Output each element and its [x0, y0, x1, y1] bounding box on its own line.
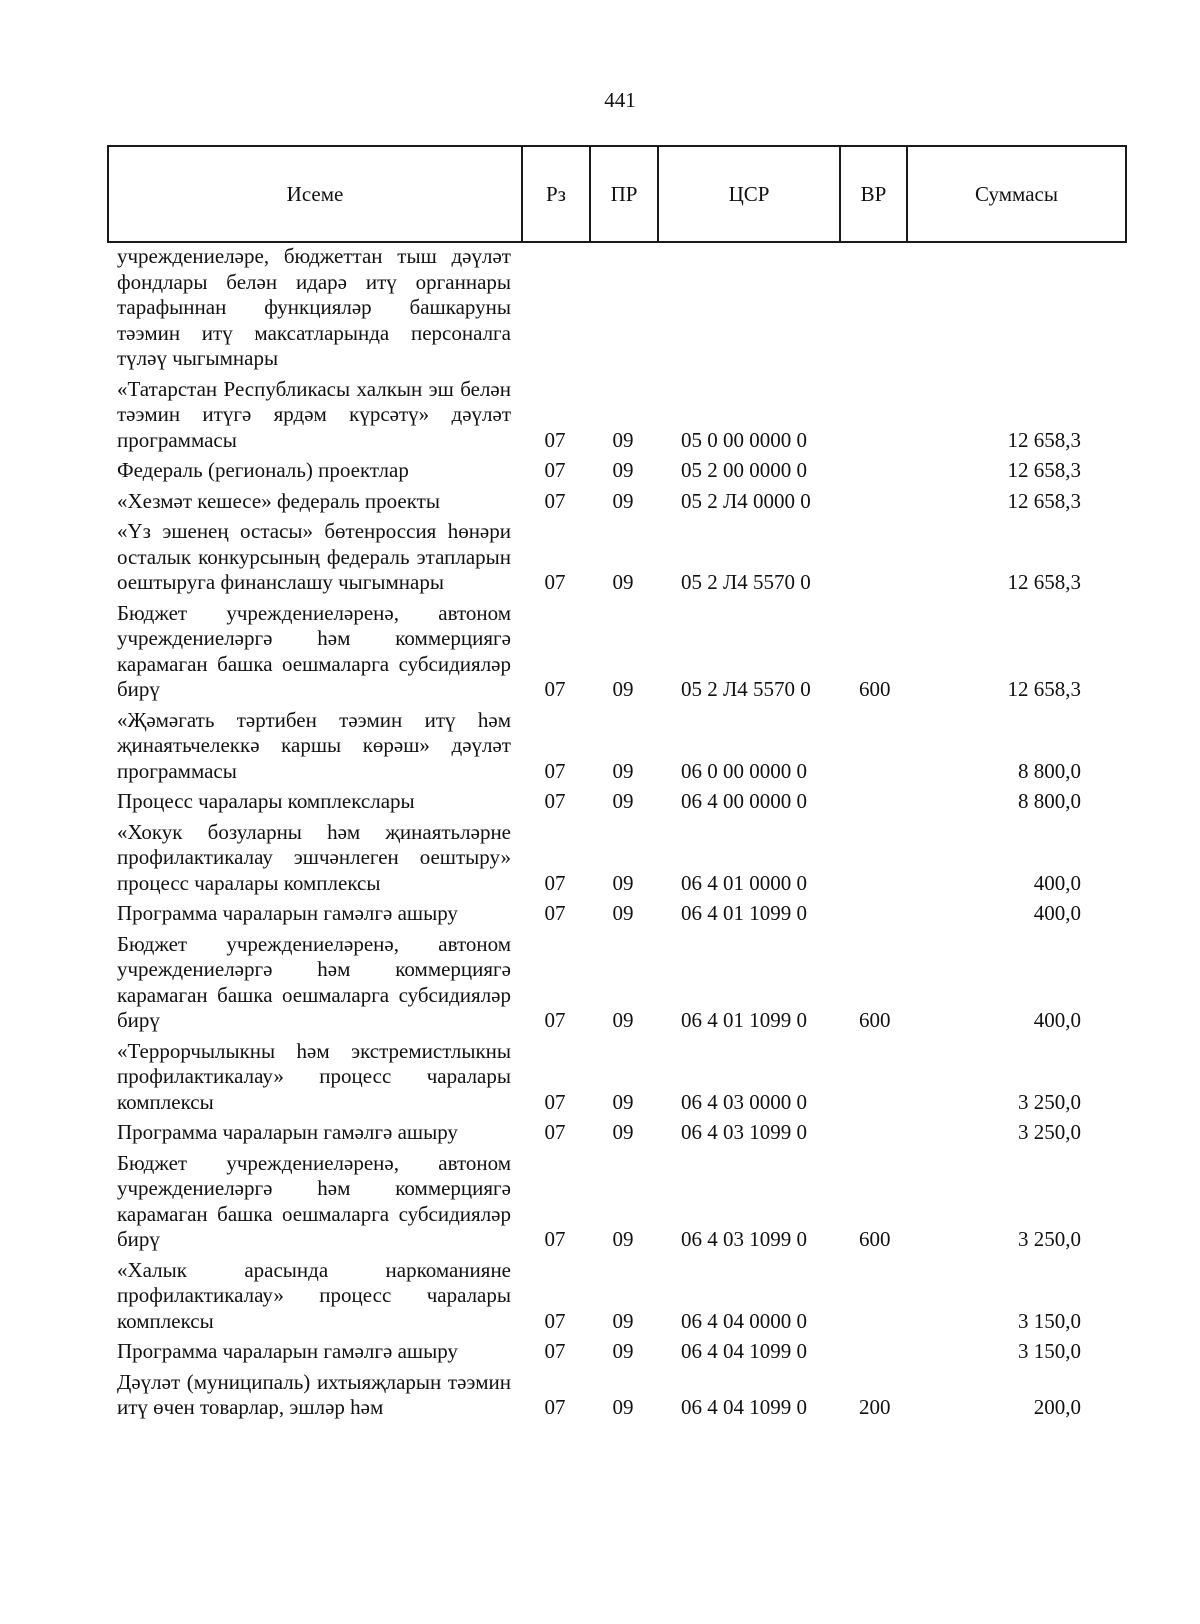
table-header — [107, 145, 1127, 243]
cell-vr — [839, 820, 906, 902]
cell-pr: 09 — [612, 570, 634, 594]
cell-rz: 07 — [544, 870, 566, 895]
cell-sum: 400,0 — [1033, 1008, 1081, 1032]
cell-csr: 06 4 01 1099 0 — [681, 901, 807, 925]
cell-csr: 06 4 03 1099 0 — [681, 1227, 807, 1251]
cell-csr: 05 2 Л4 5570 0 — [681, 570, 811, 594]
cell-name: «Террорчылыкны һәм экстремистлыкны профилактикалау» процесс чаралары комплексы — [117, 1038, 511, 1114]
table-row — [107, 458, 1125, 489]
header-rz: Рз — [522, 146, 590, 242]
cell-rz: 07 — [544, 488, 566, 513]
cell-pr: 09 — [612, 1089, 634, 1114]
cell-csr: 06 4 04 0000 0 — [681, 1308, 807, 1333]
cell-sum: 8 800,0 — [1018, 789, 1081, 813]
cell-pr: 09 — [612, 1395, 634, 1419]
table-row — [107, 1339, 1125, 1370]
cell-name: Процесс чаралары комплекслары — [117, 789, 415, 813]
cell-csr: 06 4 04 1099 0 — [681, 1339, 807, 1363]
table-row — [107, 377, 1125, 459]
cell-name: Бюджет учреждениеләренә, автоном учреждениеләргә һәм коммерциягә карамаган башка оешмаларга субсидияләр бирү — [117, 931, 511, 1032]
cell-sum: 3 250,0 — [1018, 1089, 1081, 1114]
cell-sum: 8 800,0 — [1018, 758, 1081, 783]
table-row — [107, 789, 1125, 820]
cell-sum: 3 250,0 — [1018, 1227, 1081, 1251]
cell-pr: 09 — [612, 1339, 634, 1363]
cell-vr: 600 — [859, 1008, 891, 1032]
cell-vr — [839, 901, 906, 932]
table-row — [107, 244, 1125, 377]
cell-sum: 12 658,3 — [1007, 427, 1081, 452]
cell-csr: 05 0 00 0000 0 — [681, 427, 807, 452]
header-vr: ВР — [840, 146, 907, 242]
cell-name: «Татарстан Республикасы халкын эш белән тәэмин итүгә ярдәм күрсәтү» дәүләт программасы — [117, 376, 511, 452]
cell-pr: 09 — [612, 427, 634, 452]
cell-vr: 200 — [859, 1395, 891, 1419]
cell-sum: 200,0 — [1033, 1395, 1081, 1419]
cell-sum: 400,0 — [1033, 901, 1081, 925]
cell-pr: 09 — [612, 1308, 634, 1333]
cell-rz: 07 — [544, 1008, 566, 1032]
table-row — [107, 820, 1125, 902]
cell-sum: 3 250,0 — [1018, 1120, 1081, 1144]
cell-rz: 07 — [544, 789, 566, 813]
header-pr: ПР — [590, 146, 658, 242]
cell-vr — [839, 789, 906, 820]
cell-rz: 07 — [544, 677, 566, 701]
cell-name: Федераль (региональ) проектлар — [117, 458, 409, 482]
cell-name: учреждениеләре, бюджеттан тыш дәүләт фондлары белән идарә итү органнары тарафыннан функцияләр башкаруны тәэмин итү максатларында персоналга түләү чыгымнары — [117, 244, 511, 370]
cell-name: Бюджет учреждениеләренә, автоном учреждениеләргә һәм коммерциягә карамаган башка оешмаларга субсидияләр бирү — [117, 600, 511, 701]
cell-vr — [839, 489, 906, 520]
table-row — [107, 708, 1125, 790]
table-row — [107, 1370, 1125, 1426]
cell-name: «Халык арасында наркоманияне профилактикалау» процесс чаралары комплексы — [117, 1257, 511, 1333]
cell-pr: 09 — [612, 677, 634, 701]
table-row — [107, 489, 1125, 520]
cell-csr: 06 4 04 1099 0 — [681, 1395, 807, 1419]
table-row — [107, 601, 1125, 708]
cell-csr — [657, 244, 839, 377]
cell-vr — [839, 1039, 906, 1121]
cell-csr: 06 0 00 0000 0 — [681, 758, 807, 783]
cell-name: «Җәмәгать тәртибен тәэмин итү һәм җинаятьчелеккә каршы көрәш» дәүләт программасы — [117, 707, 511, 783]
cell-csr: 05 2 Л4 5570 0 — [681, 677, 811, 701]
table-row — [107, 1151, 1125, 1258]
cell-pr: 09 — [612, 1008, 634, 1032]
table-row — [107, 932, 1125, 1039]
cell-name: «Хокук бозуларны һәм җинаятьләрне профилактикалау эшчәнлеген оештыру» процесс чаралары комплексы — [117, 819, 511, 895]
cell-csr: 05 2 Л4 0000 0 — [681, 488, 811, 513]
cell-sum: 12 658,3 — [1007, 458, 1081, 482]
cell-pr: 09 — [612, 870, 634, 895]
cell-csr: 06 4 03 0000 0 — [681, 1089, 807, 1114]
cell-rz: 07 — [544, 1395, 566, 1419]
cell-sum — [906, 244, 1125, 377]
cell-pr — [589, 244, 657, 377]
cell-csr: 06 4 03 1099 0 — [681, 1120, 807, 1144]
table-row — [107, 1039, 1125, 1121]
cell-vr — [839, 244, 906, 377]
cell-pr: 09 — [612, 458, 634, 482]
cell-vr — [839, 519, 906, 601]
cell-rz — [521, 244, 589, 377]
cell-pr: 09 — [612, 758, 634, 783]
cell-pr: 09 — [612, 1120, 634, 1144]
header-csr: ЦСР — [658, 146, 840, 242]
cell-sum: 3 150,0 — [1018, 1339, 1081, 1363]
cell-rz: 07 — [544, 901, 566, 925]
cell-rz: 07 — [544, 1339, 566, 1363]
header-sum: Суммасы — [907, 146, 1126, 242]
cell-name: Дәүләт (муниципаль) ихтыяҗларын тәэмин итү өчен товарлар, эшләр һәм — [117, 1369, 511, 1419]
table-row — [107, 1258, 1125, 1340]
cell-vr — [839, 708, 906, 790]
page-number: 441 — [604, 88, 636, 112]
header-name: Исеме — [108, 146, 522, 242]
cell-vr — [839, 1258, 906, 1340]
cell-sum: 12 658,3 — [1007, 570, 1081, 594]
cell-sum: 400,0 — [1033, 870, 1081, 895]
cell-csr: 05 2 00 0000 0 — [681, 458, 807, 482]
cell-vr: 600 — [859, 677, 891, 701]
cell-pr: 09 — [612, 901, 634, 925]
cell-rz: 07 — [544, 758, 566, 783]
cell-sum: 3 150,0 — [1018, 1308, 1081, 1333]
cell-sum: 12 658,3 — [1007, 677, 1081, 701]
cell-name: Программа чараларын гамәлгә ашыру — [117, 1339, 458, 1363]
budget-table — [107, 244, 1125, 1426]
cell-pr: 09 — [612, 1227, 634, 1251]
cell-vr: 600 — [859, 1227, 891, 1251]
cell-vr — [839, 1339, 906, 1370]
cell-rz: 07 — [544, 1227, 566, 1251]
cell-rz: 07 — [544, 570, 566, 594]
cell-rz: 07 — [544, 458, 566, 482]
cell-pr: 09 — [612, 488, 634, 513]
cell-name: «Үз эшенең остасы» бөтенроссия һөнәри осталык конкурсының федераль этапларын оештыруга финанслашу чыгымнары — [117, 519, 511, 594]
cell-vr — [839, 458, 906, 489]
cell-vr — [839, 1120, 906, 1151]
table-row — [107, 901, 1125, 932]
cell-csr: 06 4 00 0000 0 — [681, 789, 807, 813]
cell-name: Программа чараларын гамәлгә ашыру — [117, 1120, 458, 1144]
cell-name: Программа чараларын гамәлгә ашыру — [117, 901, 458, 925]
cell-rz: 07 — [544, 1089, 566, 1114]
cell-csr: 06 4 01 0000 0 — [681, 870, 807, 895]
cell-rz: 07 — [544, 1308, 566, 1333]
cell-name: «Хезмәт кешесе» федераль проекты — [117, 488, 440, 513]
table-row — [107, 519, 1125, 601]
cell-pr: 09 — [612, 789, 634, 813]
table-row — [107, 1120, 1125, 1151]
cell-rz: 07 — [544, 1120, 566, 1144]
cell-vr — [839, 377, 906, 459]
cell-rz: 07 — [544, 427, 566, 452]
cell-name: Бюджет учреждениеләренә, автоном учреждениеләргә һәм коммерциягә карамаган башка оешмаларга субсидияләр бирү — [117, 1150, 511, 1251]
cell-sum: 12 658,3 — [1007, 488, 1081, 513]
cell-csr: 06 4 01 1099 0 — [681, 1008, 807, 1032]
